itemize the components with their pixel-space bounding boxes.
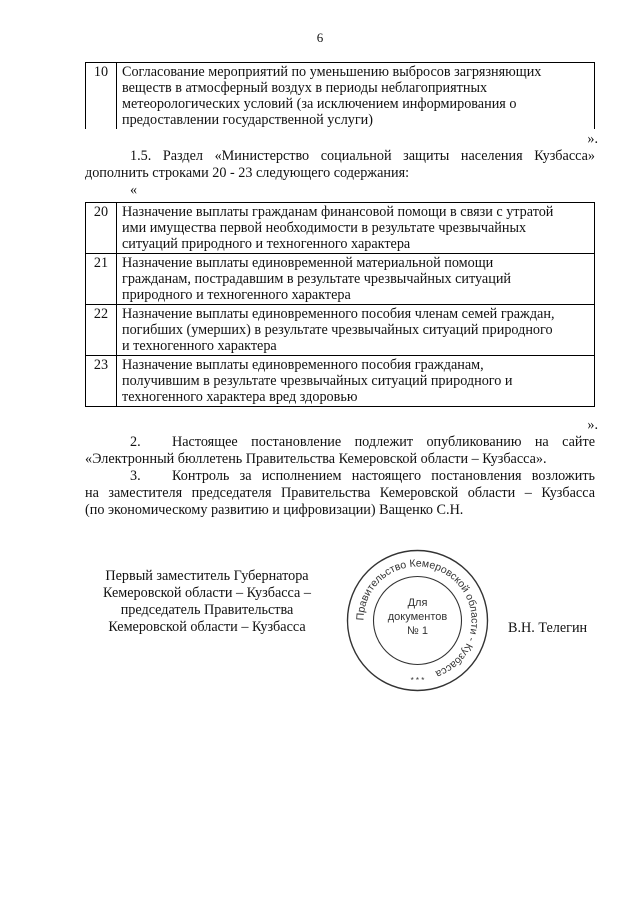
row-text-line: техногенного характера вред здоровью bbox=[122, 389, 358, 405]
closing-quote: ». bbox=[587, 417, 598, 433]
paragraph-line: Настоящее постановление подлежит опубликованию на сайте bbox=[172, 434, 595, 450]
row-number: 21 bbox=[86, 254, 117, 305]
table-row bbox=[86, 254, 595, 305]
signer-title-line: Первый заместитель Губернатора bbox=[105, 568, 309, 584]
row-text bbox=[117, 356, 595, 407]
row-text-line: Назначение выплаты единовременного пособия гражданам, bbox=[122, 357, 484, 373]
row-text-line: Согласование мероприятий по уменьшению выбросов загрязняющих bbox=[122, 64, 542, 80]
stamp-center-line: документов bbox=[387, 611, 448, 623]
official-stamp bbox=[345, 548, 490, 693]
row-text-line: ситуаций природного и техногенного характера bbox=[122, 236, 411, 252]
table-row bbox=[86, 305, 595, 356]
paragraph-number: 2. bbox=[130, 434, 141, 450]
row-text bbox=[117, 305, 595, 356]
row-number: 20 bbox=[86, 203, 117, 254]
row-text-line: природного и техногенного характера bbox=[122, 287, 351, 303]
paragraph-line: «Электронный бюллетень Правительства Кемеровской области – Кузбасса». bbox=[85, 451, 547, 467]
stamp-center-line: № 1 bbox=[407, 625, 428, 637]
stamp-ring-text: Правительство Кемеровской области - Кузбасса bbox=[354, 557, 481, 681]
row-text-line: Назначение выплаты гражданам финансовой помощи в связи с утратой bbox=[122, 204, 554, 220]
paragraph-number: 3. bbox=[130, 468, 141, 484]
row-text-line: получившим в результате чрезвычайных ситуаций природного и bbox=[122, 373, 513, 389]
row-text-line: ими имущества первой необходимости в результате чрезвычайных bbox=[122, 220, 527, 236]
table-row bbox=[86, 356, 595, 407]
page-number: 6 bbox=[316, 30, 324, 45]
paragraph-line: на заместителя председателя Правительства Кемеровской области – Кузбасса bbox=[85, 485, 595, 501]
signer-title-line: Кемеровской области – Кузбасса – bbox=[103, 585, 311, 601]
signer-name: В.Н. Телегин bbox=[508, 620, 588, 636]
row-text-line: гражданам, пострадавшим в результате чрезвычайных ситуаций bbox=[122, 271, 511, 287]
paragraph-line: Контроль за исполнением настоящего постановления возложить bbox=[172, 468, 595, 484]
row-text-line: Назначение выплаты единовременного пособия членам семей граждан, bbox=[122, 306, 555, 322]
row-number: 10 bbox=[86, 63, 117, 130]
table-new-rows bbox=[85, 202, 595, 407]
row-text-line: и техногенного характера bbox=[122, 338, 277, 354]
stamp-stars: * * * bbox=[410, 676, 425, 685]
opening-quote: « bbox=[130, 182, 138, 198]
paragraph-line: (по экономическому развитию и цифровизации) Ващенко С.Н. bbox=[85, 502, 464, 518]
row-text-line: погибших (умерших) в результате чрезвычайных ситуаций природного bbox=[122, 322, 553, 338]
closing-quote: ». bbox=[587, 131, 598, 147]
row-text bbox=[117, 203, 595, 254]
row-text-line: Назначение выплаты единовременной материальной помощи bbox=[122, 255, 494, 271]
signer-title-line: Кемеровской области – Кузбасса bbox=[108, 619, 306, 635]
section-text-line: дополнить строками 20 - 23 следующего содержания: bbox=[85, 165, 410, 181]
row-number: 23 bbox=[86, 356, 117, 407]
row-text-line: метеорологических условий (за исключением информирования о bbox=[122, 96, 517, 112]
row-number: 22 bbox=[86, 305, 117, 356]
row-text bbox=[117, 254, 595, 305]
row-text-line: предоставлении государственной услуги) bbox=[122, 112, 374, 128]
section-text-line: 1.5. Раздел «Министерство социальной защиты населения Кузбасса» bbox=[130, 148, 595, 164]
row-text bbox=[117, 63, 595, 130]
row-text-line: веществ в атмосферный воздух в периоды неблагоприятных bbox=[122, 80, 488, 96]
signer-title bbox=[72, 568, 342, 636]
signer-title-line: председатель Правительства bbox=[120, 602, 294, 618]
stamp-center-line: Для bbox=[407, 597, 428, 609]
table-row bbox=[86, 203, 595, 254]
table-continued bbox=[85, 62, 595, 129]
table-row bbox=[86, 63, 595, 130]
